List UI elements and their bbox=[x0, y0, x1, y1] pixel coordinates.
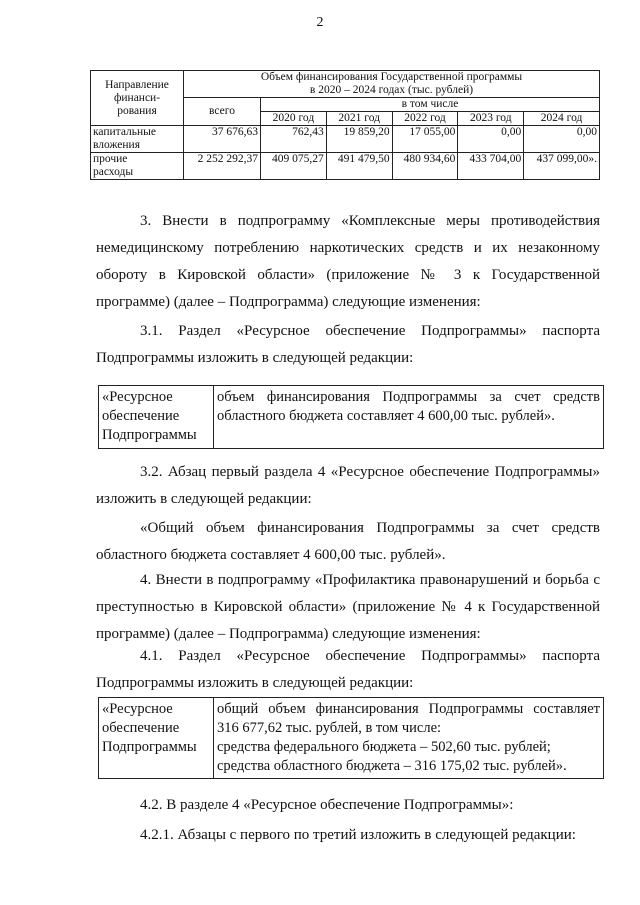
table-row bbox=[91, 126, 600, 153]
row-value: 762,43 bbox=[261, 126, 327, 153]
resource-box-1 bbox=[98, 385, 604, 449]
row-total: 37 676,63 bbox=[184, 126, 261, 153]
box-label: «Ресурсное обеспечение Подпрограммы bbox=[99, 386, 214, 449]
paragraph-3-2-quote: «Общий объем финансирования Подпрограммы за счет средств областного бюджета составляет 4 600,00 тыс. рублей». bbox=[96, 520, 600, 563]
financing-table bbox=[90, 70, 600, 180]
header-direction: Направление финанси- рования bbox=[91, 71, 184, 126]
paragraph-4-2-1: 4.2.1. Абзацы с первого по третий изложить в следующей редакции: bbox=[140, 827, 576, 843]
page-number: 2 bbox=[316, 15, 324, 30]
row-value: 0,00 bbox=[524, 126, 600, 153]
box-label: «Ресурсное обеспечение Подпрограммы bbox=[99, 698, 214, 779]
paragraph-4-2: 4.2. В разделе 4 «Ресурсное обеспечение Подпрограммы»: bbox=[140, 797, 514, 813]
row-value: 17 055,00 bbox=[392, 126, 458, 153]
row-total: 2 252 292,37 bbox=[184, 153, 261, 180]
header-including: в том числе bbox=[261, 98, 600, 112]
row-label: прочие расходы bbox=[91, 153, 184, 180]
table-row bbox=[91, 153, 600, 180]
resource-box-2 bbox=[98, 697, 604, 779]
row-value: 0,00 bbox=[458, 126, 524, 153]
paragraph-4: 4. Внести в подпрограмму «Профилактика правонарушений и борьба с преступностью в Кировской области» (приложение № 4 к Государственной программе) (далее – Подпрограмма) следующие изменения: bbox=[96, 572, 600, 642]
paragraph-4-1: 4.1. Раздел «Ресурсное обеспечение Подпрограммы» паспорта Подпрограммы изложить в следующей редакции: bbox=[96, 648, 600, 691]
row-value: 491 479,50 bbox=[326, 153, 392, 180]
paragraph-3-2: 3.2. Абзац первый раздела 4 «Ресурсное обеспечение Подпрограммы» изложить в следующей редакции: bbox=[96, 464, 600, 507]
year-2020: 2020 год bbox=[261, 112, 327, 126]
row-value: 409 075,27 bbox=[261, 153, 327, 180]
row-label: капитальные вложения bbox=[91, 126, 184, 153]
year-2021: 2021 год bbox=[326, 112, 392, 126]
row-value: 437 099,00». bbox=[524, 153, 600, 180]
header-total: всего bbox=[184, 98, 261, 126]
box-text: объем финансирования Подпрограммы за счет средств областного бюджета составляет 4 600,00 тыс. рублей». bbox=[214, 386, 604, 449]
row-value: 433 704,00 bbox=[458, 153, 524, 180]
year-2023: 2023 год bbox=[458, 112, 524, 126]
row-value: 19 859,20 bbox=[326, 126, 392, 153]
year-2024: 2024 год bbox=[524, 112, 600, 126]
paragraph-3: 3. Внести в подпрограмму «Комплексные меры противодействия немедицинскому потреблению наркотических средств и их незаконному обороту в Кировской области» (приложение № 3 к Государственной программе) (далее – Подпрограмма) следующие изменения: bbox=[96, 213, 600, 310]
year-2022: 2022 год bbox=[392, 112, 458, 126]
box-text: общий объем финансирования Подпрограммы составляет 316 677,62 тыс. рублей, в том числе: средства федерального бюджета – 502,60 тыс. рублей; средства областного бюджета – 316 175,02 тыс. рублей». bbox=[214, 698, 604, 779]
row-value: 480 934,60 bbox=[392, 153, 458, 180]
paragraph-3-1: 3.1. Раздел «Ресурсное обеспечение Подпрограммы» паспорта Подпрограммы изложить в следующей редакции: bbox=[96, 323, 600, 366]
header-volume: Объем финансирования Государственной программы в 2020 – 2024 годах (тыс. рублей) bbox=[184, 71, 600, 98]
